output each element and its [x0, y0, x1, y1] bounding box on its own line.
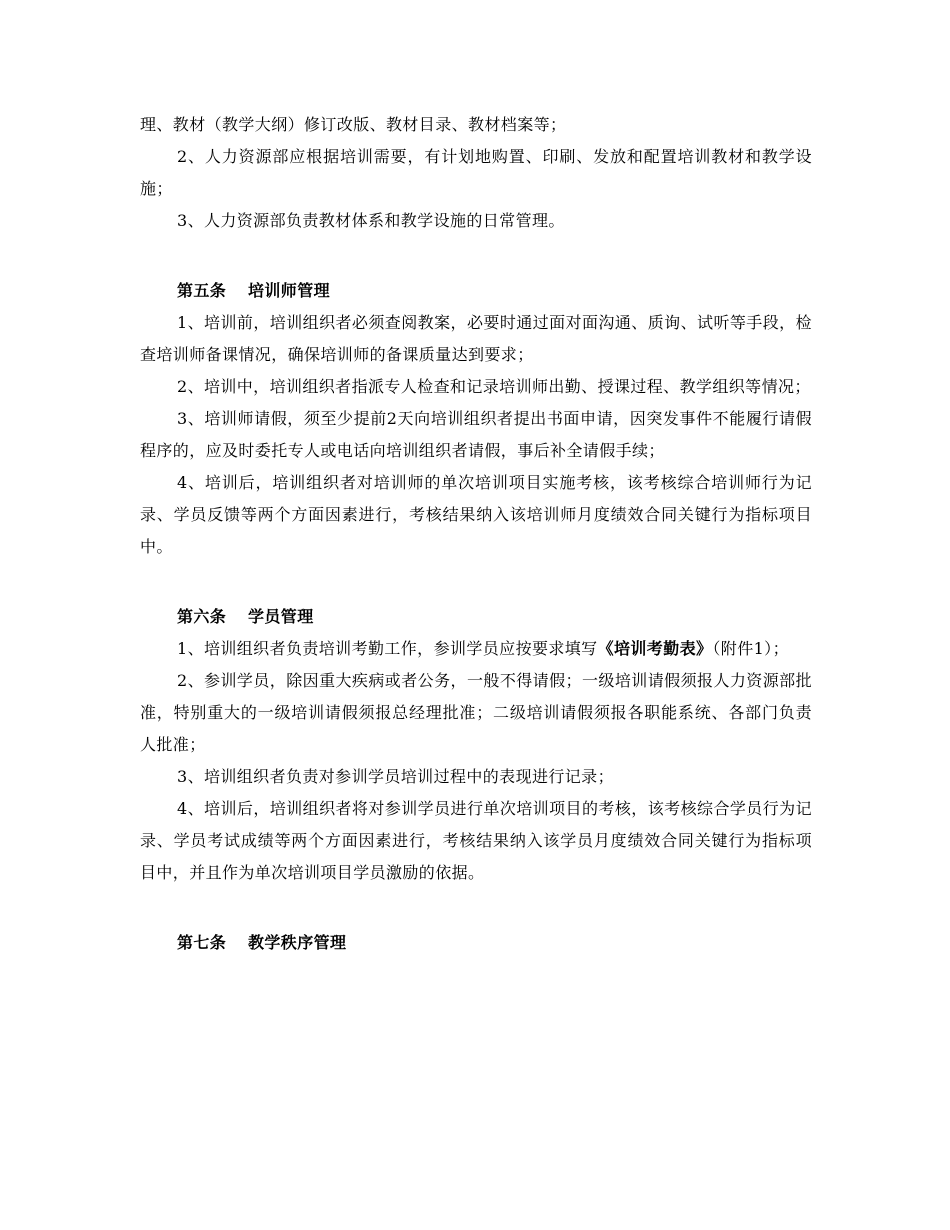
article-number: 第七条 — [177, 933, 227, 952]
section-heading — [140, 275, 812, 307]
section-spacer — [140, 563, 812, 601]
section-heading — [140, 601, 812, 633]
paragraph-text: 1、培训组织者负责培训考勤工作，参训学员应按要求填写 — [177, 639, 598, 658]
section-spacer — [140, 889, 812, 927]
article-title: 培训师管理 — [248, 281, 331, 300]
paragraph: 4、培训后，培训组织者将对参训学员进行单次培训项目的考核，该考核综合学员行为记录、学员考试成绩等两个方面因素进行，考核结果纳入该学员月度绩效合同关键行为指标项目中，并且作为单次培训项目学员激励的依据。 — [140, 799, 812, 882]
paragraph-text: （附件1）； — [712, 639, 789, 658]
paragraph: 2、参训学员，除因重大疾病或者公务，一般不得请假；一级培训请假须报人力资源部批准，特别重大的一级培训请假须报总经理批准；二级培训请假须报各职能系统、各部门负责人批准； — [140, 671, 812, 754]
paragraph: 3、人力资源部负责教材体系和教学设施的日常管理。 — [177, 211, 565, 230]
article-title: 教学秩序管理 — [248, 933, 347, 952]
paragraph: 4、培训后，培训组织者对培训师的单次培训项目实施考核，该考核综合培训师行为记录、学员反馈等两个方面因素进行，考核结果纳入该培训师月度绩效合同关键行为指标项目中。 — [140, 473, 812, 556]
article-title: 学员管理 — [248, 607, 314, 626]
paragraph — [140, 633, 812, 665]
paragraph: 3、培训组织者负责对参训学员培训过程中的表现进行记录； — [177, 767, 614, 786]
paragraph: 3、培训师请假，须至少提前2天向培训组织者提出书面申请，因突发事件不能履行请假程序的，应及时委托专人或电话向培训组织者请假，事后补全请假手续； — [140, 409, 812, 460]
article-number: 第六条 — [177, 607, 227, 626]
paragraph: 2、培训中，培训组织者指派专人检查和记录培训师出勤、授课过程、教学组织等情况； — [177, 377, 811, 396]
paragraph: 2、人力资源部应根据培训需要，有计划地购置、印刷、发放和配置培训教材和教学设施； — [140, 147, 812, 198]
form-title: 《培训考勤表》 — [597, 639, 713, 658]
section-spacer — [140, 237, 812, 275]
paragraph: 1、培训前，培训组织者必须查阅教案，必要时通过面对面沟通、质询、试听等手段，检查培训师备课情况，确保培训师的备课质量达到要求； — [140, 313, 812, 364]
section-heading — [140, 927, 812, 959]
document-body — [140, 109, 812, 959]
paragraph: 理、教材（教学大纲）修订改版、教材目录、教材档案等； — [140, 115, 567, 134]
article-number: 第五条 — [177, 281, 227, 300]
